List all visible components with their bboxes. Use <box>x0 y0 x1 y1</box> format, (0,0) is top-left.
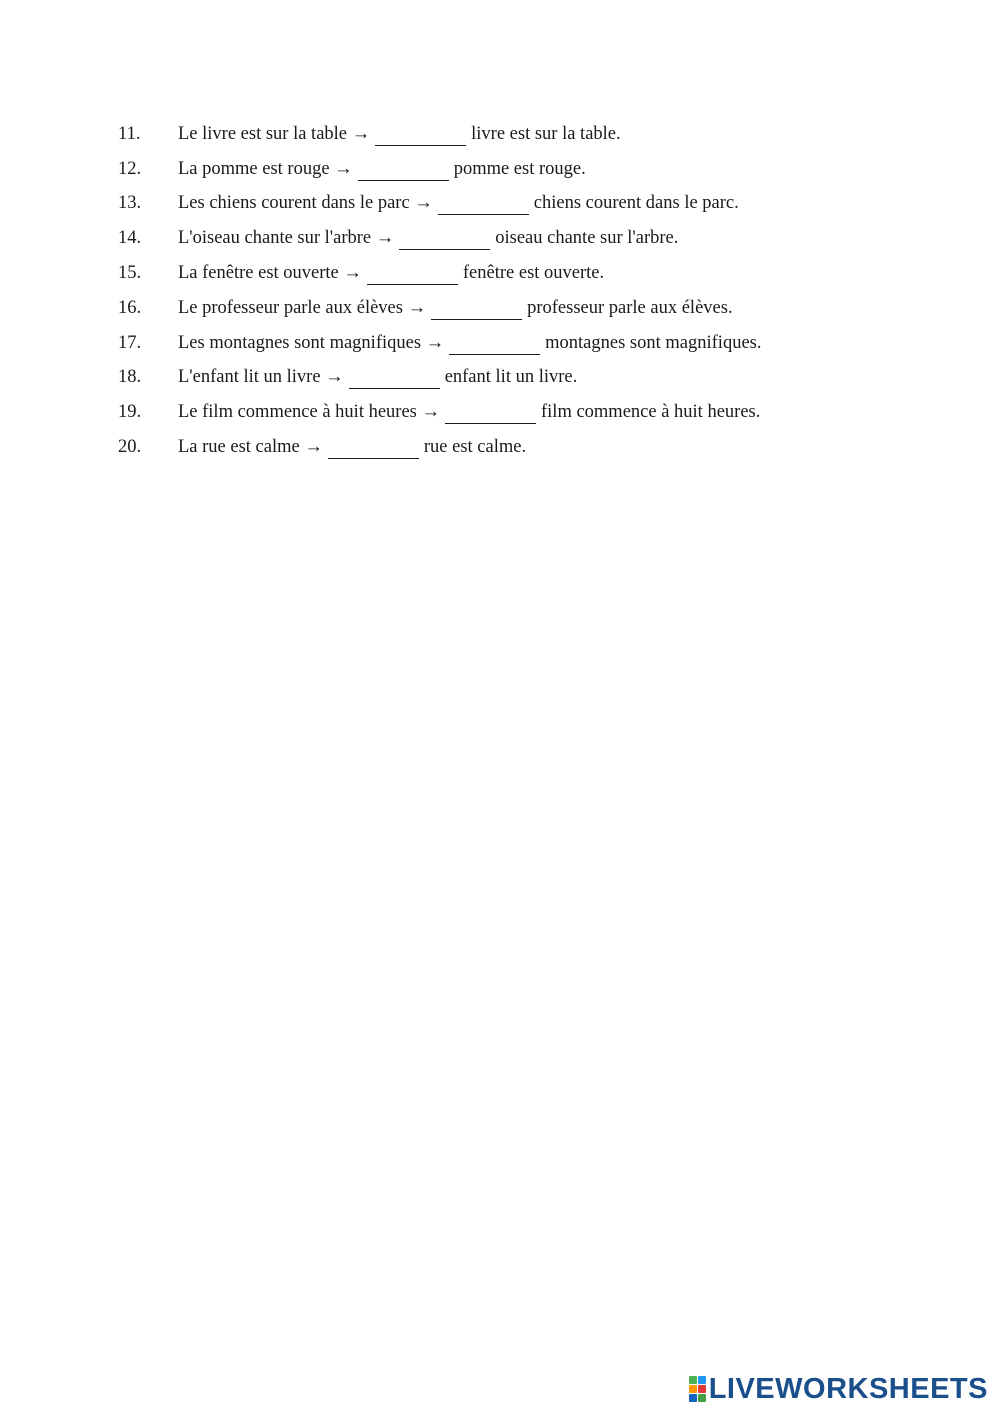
logo-square <box>698 1376 706 1384</box>
exercise-sentence-start: Le film commence à huit heures → <box>178 402 440 423</box>
logo-square <box>689 1376 697 1384</box>
exercise-sentence-end: fenêtre est ouverte. <box>462 263 605 284</box>
answer-input[interactable] <box>449 334 540 355</box>
exercise-sentence-start: La pomme est rouge → <box>178 158 353 179</box>
exercise-item <box>118 117 958 152</box>
exercise-sentence-end: professeur parle aux élèves. <box>527 297 733 318</box>
exercise-sentence-start: L'oiseau chante sur l'arbre → <box>178 228 395 249</box>
exercise-number: 14. <box>118 228 142 249</box>
exercise-sentence-start: L'enfant lit un livre → <box>178 367 344 388</box>
exercise-number: 17. <box>118 332 142 353</box>
answer-input[interactable] <box>367 264 458 285</box>
answer-input[interactable] <box>328 438 419 459</box>
answer-input[interactable] <box>445 403 536 424</box>
exercise-number: 19. <box>118 402 142 423</box>
exercise-sentence-end: oiseau chante sur l'arbre. <box>495 228 679 249</box>
exercise-item <box>118 187 958 222</box>
liveworksheets-logo-icon <box>689 1376 706 1402</box>
answer-input[interactable] <box>399 229 490 250</box>
exercise-number: 20. <box>118 437 142 458</box>
answer-input[interactable] <box>349 368 440 389</box>
logo-text: LIVEWORKSHEETS <box>708 1372 988 1405</box>
exercise-sentence-start: Les chiens courent dans le parc → <box>178 193 433 214</box>
exercise-item <box>118 152 958 187</box>
exercise-number: 16. <box>118 297 142 318</box>
exercise-sentence-end: film commence à huit heures. <box>541 402 761 423</box>
logo-square <box>698 1385 706 1393</box>
exercise-sentence-end: rue est calme. <box>423 437 527 458</box>
logo-square <box>698 1394 706 1402</box>
exercise-item <box>118 291 958 326</box>
exercise-number: 12. <box>118 158 142 179</box>
exercise-sentence-start: Le professeur parle aux élèves → <box>178 297 427 318</box>
exercise-item <box>118 221 958 256</box>
answer-input[interactable] <box>375 125 466 146</box>
exercise-sentence-start: Le livre est sur la table → <box>178 123 371 144</box>
exercise-number: 11. <box>118 123 141 144</box>
exercise-number: 15. <box>118 263 142 284</box>
exercise-list <box>118 117 958 465</box>
exercise-sentence-start: Les montagnes sont magnifiques → <box>178 332 445 353</box>
exercise-sentence-start: La fenêtre est ouverte → <box>178 263 362 284</box>
exercise-item <box>118 326 958 361</box>
exercise-item <box>118 395 958 430</box>
logo-square <box>689 1385 697 1393</box>
exercise-sentence-end: enfant lit un livre. <box>444 367 578 388</box>
exercise-number: 18. <box>118 367 142 388</box>
exercise-item <box>118 430 958 465</box>
answer-input[interactable] <box>358 160 449 181</box>
answer-input[interactable] <box>431 299 522 320</box>
exercise-item <box>118 361 958 396</box>
logo-square <box>689 1394 697 1402</box>
exercise-item <box>118 256 958 291</box>
answer-input[interactable] <box>438 194 529 215</box>
exercise-number: 13. <box>118 193 142 214</box>
exercise-sentence-end: livre est sur la table. <box>471 123 621 144</box>
exercise-sentence-end: montagnes sont magnifiques. <box>545 332 762 353</box>
exercise-sentence-start: La rue est calme → <box>178 437 323 458</box>
exercise-sentence-end: chiens courent dans le parc. <box>533 193 739 214</box>
liveworksheets-logo <box>689 1374 988 1404</box>
exercise-sentence-end: pomme est rouge. <box>453 158 586 179</box>
